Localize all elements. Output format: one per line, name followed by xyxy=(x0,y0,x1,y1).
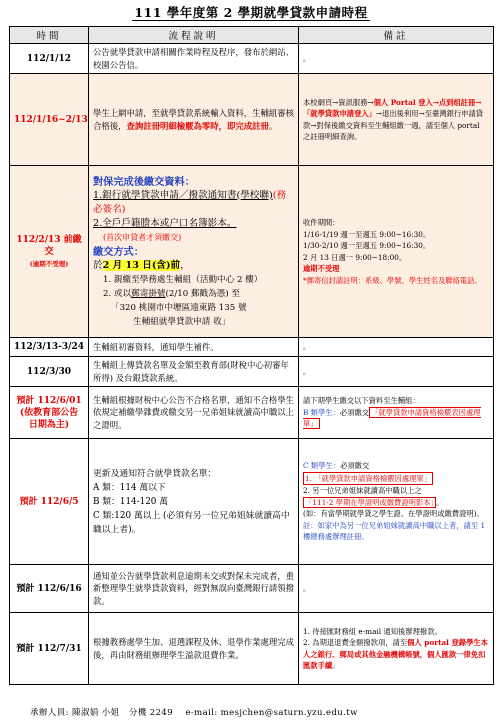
table-row xyxy=(10,357,494,387)
table-row xyxy=(10,439,494,565)
row4-date: 112/3/13-3/24 xyxy=(10,338,89,357)
table-row xyxy=(10,565,494,613)
row9-note: 1. 待接匯財務組 e-mail 通知後辦理撥款。 2. 為期退退費金額撥款項，請至個人 portal 登錄學生本人之銀行、郵局或其他金融機構帳號，個人匯款一律免扣匯款手續。 xyxy=(299,613,494,685)
row6-desc: 生輔組根據財稅中心公告不合格名單，通知不合格學生依規定補繳學雜費或繳交另一兄弟姐妹就讀高中職以上之證明。 xyxy=(89,387,299,439)
header-note: 備註 xyxy=(299,27,494,44)
row9-date: 預計 112/7/31 xyxy=(10,613,89,685)
row2-note: 本校網頁→資訊服務→個人 Portal 登入→点到组註冊→「就學貸款申請登入」→退出後利用→至臺灣銀行申請貸款→對保後繳交資料至生輔組繳一週，請至個人 portal 之註冊明細查詢。 xyxy=(299,74,494,166)
row4-note: 。 xyxy=(299,338,494,357)
row8-desc: 通知並公告就學貸款利息逾期未交或對保未完成者，重新整理學生就學貸款資料，經對無誤向臺灣銀行請領撥款。 xyxy=(89,565,299,613)
row3-desc: 對保完成後繳交資料： 1.銀行就學貸款申請／撥款通知書(學校聯)(務必簽名) 2.全戶戶籍謄本或户口名簿影本。 (首次申貸者才須繳交) 繳交方式： 於2 月 13 日(含)前， 1. 親繳至學務處生輔組（活動中心 2 樓） 2. 或以郵寄掛號(2/10 郵戳為憑) 至 「320 桃園市中壢區遠東路 135 號 生輔組就學貸款申請 收」 xyxy=(89,166,299,338)
table-row xyxy=(10,613,494,685)
table-row xyxy=(10,74,494,166)
row6-date: 預計 112/6/01 (依教育部公告 日期為主) xyxy=(10,387,89,439)
row3-date: 112/2/13 前繳交 (逾期不受理) xyxy=(10,166,89,338)
row3-note: 收件期間： 1/16-1/19 週一至週五 9:00~16:30。 1/30-2/10 週一至週五 9:00~16:30。 2 月 13 日週一 9:00~18:00。 逾期不受理 *郵寄信封請註明：系級、學號、學生姓名及聯絡電話。 xyxy=(299,166,494,338)
row1-date: 112/1/12 xyxy=(10,44,89,74)
row5-note: 。 xyxy=(299,357,494,387)
row6-note: 請下期學生繳交以下資料至生輔組： B 類學生：必須繳交 「就學貸款申請資格檢覈表因處理單」 xyxy=(299,387,494,439)
footer-contact: 承辦人員: 陳淑娟 小姐 分機 2249 e-mail: mesjchen@saturn.yzu.edu.tw xyxy=(30,708,358,718)
table-row xyxy=(10,338,494,357)
page-title: 111 學年度第 2 學期就學貸款申請時程 xyxy=(134,5,368,20)
row8-note: 。 xyxy=(299,565,494,613)
row9-desc: 根據教務處學生加、退選課程及休、退學作業處理完成後，再由財務組辦理學生溢款退費作業。 xyxy=(89,613,299,685)
row5-date: 112/3/30 xyxy=(10,357,89,387)
row7-desc: 更新及通知符合就學貸款名單： A 類：114 萬以下 B 類：114-120 萬 C 類:120 萬以上 (必須有另一位兄弟姐妹就讀高中職以上者)。 xyxy=(89,439,299,565)
table-row xyxy=(10,166,494,338)
row2-date: 112/1/16~2/13 xyxy=(10,74,89,166)
header-process: 流程說明 xyxy=(89,27,299,44)
row4-desc: 生輔組初審資料，通知學生補件。 xyxy=(89,338,299,357)
row1-desc: 公告就學貸款申請相關作業時程及程序，發布於網站、校園公告信。 xyxy=(89,44,299,74)
row7-date: 預計 112/6/5 xyxy=(10,439,89,565)
row2-desc: 學生上網申請，至就學貸款系統輸入資料，生輔組審核合格後，查詢註冊明細檢覈為零時，即完成註冊。 xyxy=(89,74,299,166)
row2-highlight: 查詢註冊明細檢覈為零時，即完成註冊 xyxy=(126,120,269,131)
table-row xyxy=(10,44,494,74)
row1-note: 。 xyxy=(299,44,494,74)
footer-email: e-mail: mesjchen@saturn.yzu.edu.tw xyxy=(185,708,358,718)
row7-note: C 類學生：必須繳交 1. 「就學貸款申請資格檢覈因處理單」 2. 另一位兄弟姐妹就讀高中職以上之 「111-2 學期在學證明或繳費證明影本」 。 (如：有當學期就學貸之學生證、在學證明或繳費證明)。 註：如家中為另一位兄弟姐妹就讀高中職以上者，請至 1 樓總務處辦理註冊。 xyxy=(299,439,494,565)
header-date: 時間 xyxy=(10,27,89,44)
row8-date: 預計 112/6/16 xyxy=(10,565,89,613)
table-row xyxy=(10,387,494,439)
deadline-highlight: 2 月 13 日(含)前 xyxy=(102,259,181,271)
schedule-table xyxy=(9,26,494,685)
table-header-row xyxy=(10,27,494,44)
row5-desc: 生輔組上傳貸款名單及金額至教育部(財稅中心初審年所得) 及台銀貸款系統。 xyxy=(89,357,299,387)
